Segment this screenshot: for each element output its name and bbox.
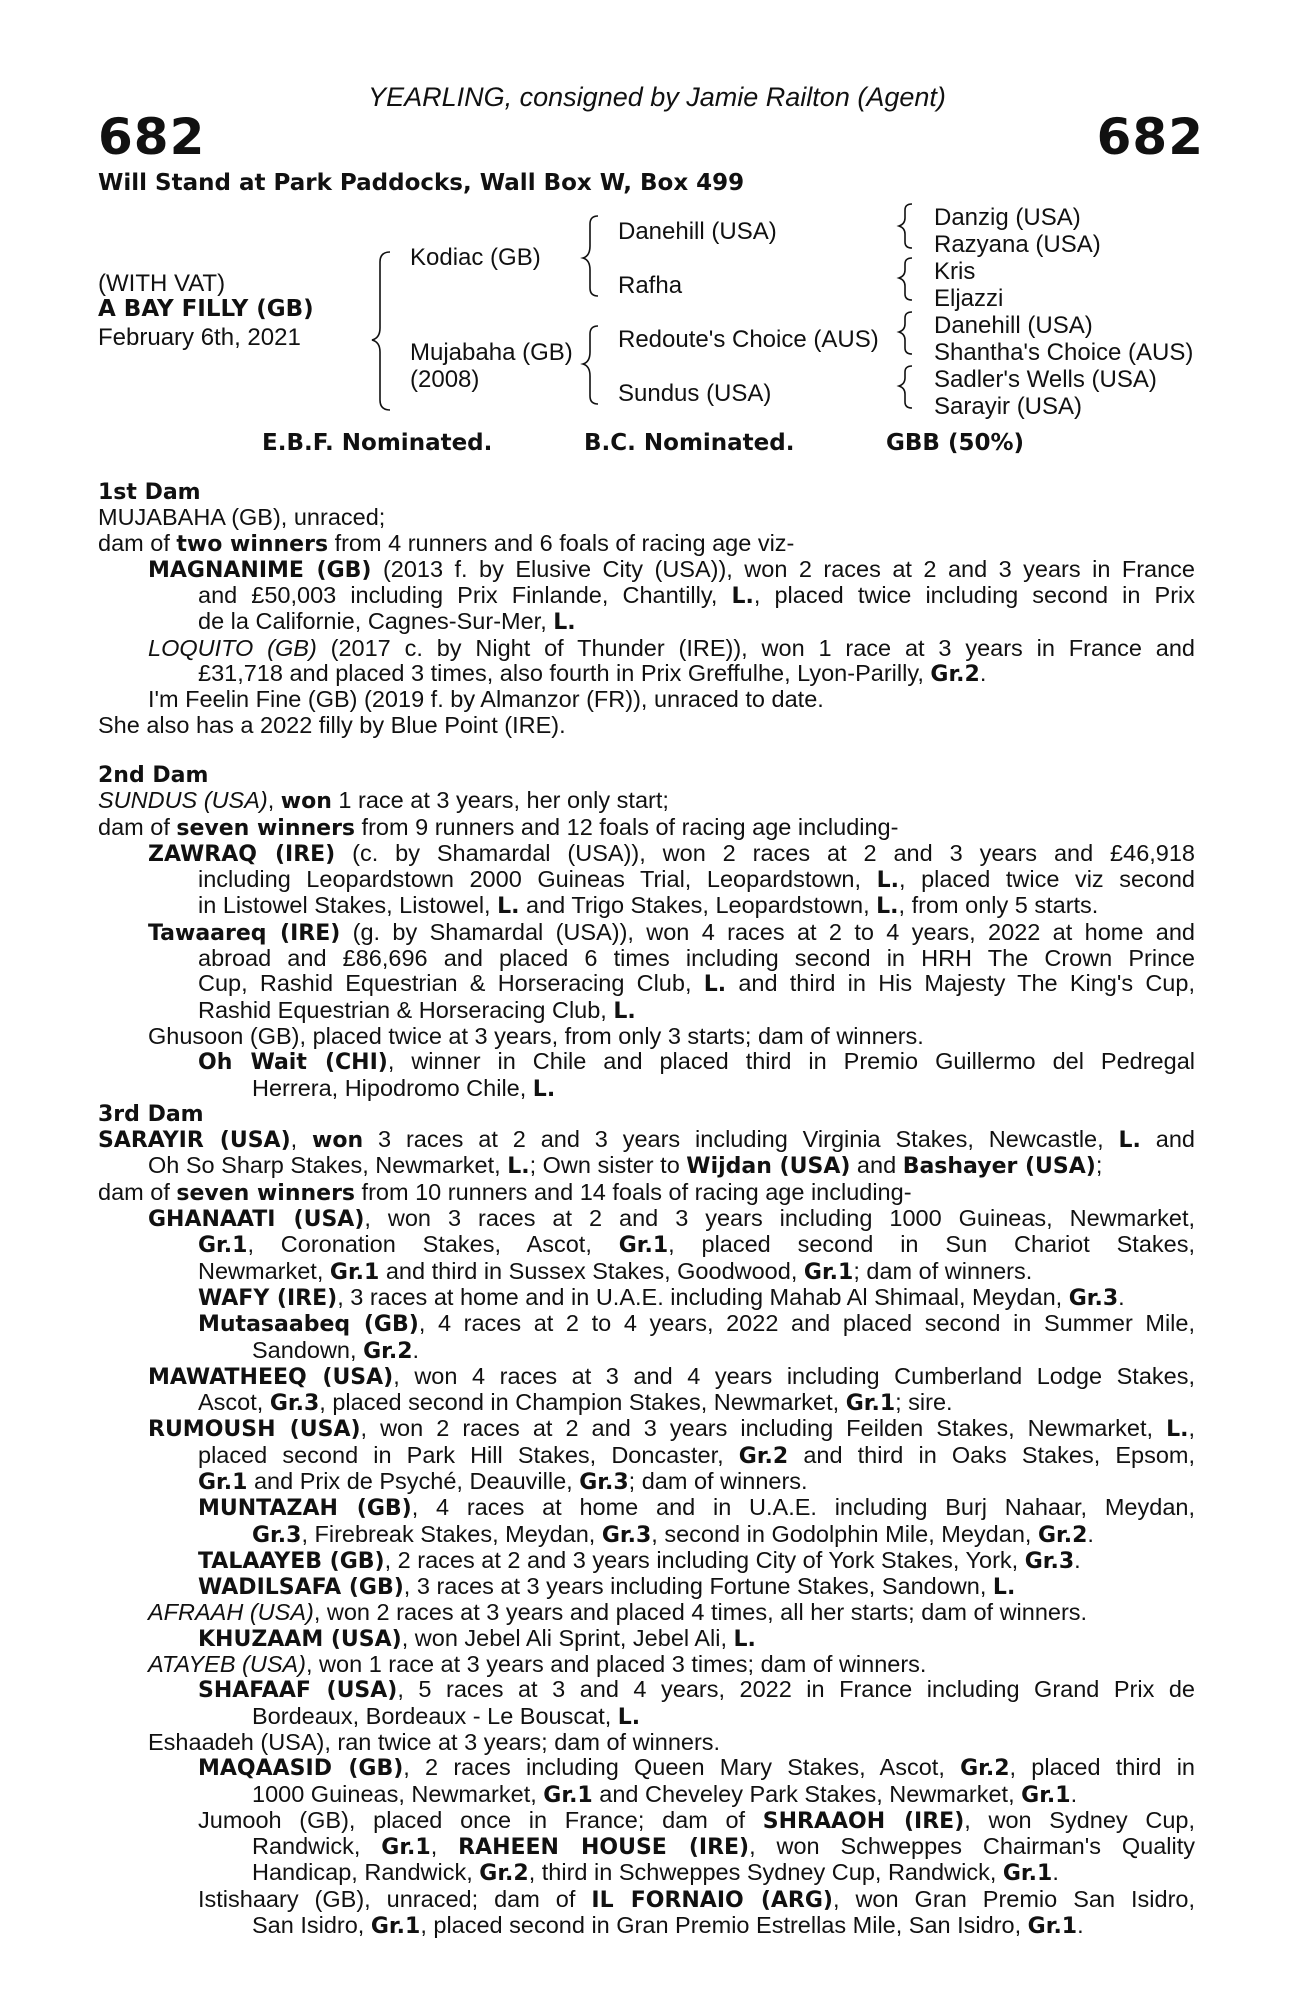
bold-run: L.	[617, 1704, 641, 1730]
text-run: .	[1052, 1859, 1059, 1886]
bold-run: L.	[733, 1626, 756, 1652]
bold-run: L.	[731, 584, 754, 610]
text-run: , winner in Chile and placed third in Premio Guillermo del Pedregal	[387, 1048, 1195, 1075]
bold-run: SHAFAAF (USA)	[198, 1678, 398, 1704]
text-run: I'm Feelin Fine (GB) (2019 f. by Almanzor (FR)), unraced to date.	[148, 686, 824, 713]
text-run: , won Jebel Ali Sprint, Jebel Ali,	[401, 1624, 734, 1651]
text-run: Randwick,	[252, 1833, 382, 1860]
catalogue-line	[98, 1548, 1195, 1574]
bold-run: won	[312, 1128, 364, 1154]
text-run: , 3 races at 3 years including Fortune Stakes, Sandown,	[403, 1573, 993, 1600]
bold-run: Gr.1	[845, 1391, 896, 1417]
text-run: , 5 races at 3 and 4 years, 2022 in France including Grand Prix de	[397, 1676, 1196, 1703]
text-run: and	[850, 1152, 903, 1179]
bold-run: L.	[1118, 1128, 1141, 1154]
bold-run: Gr.1	[198, 1233, 248, 1259]
text-run: , 4 races at home and in U.A.E. including Burj Nahaar, Meydan,	[411, 1494, 1195, 1521]
catalogue-line	[98, 505, 1195, 530]
brace-dam	[583, 326, 598, 404]
bold-run: L.	[613, 998, 636, 1024]
bold-run: SHRAAOH (IRE)	[762, 1808, 965, 1834]
bold-run: IL FORNAIO (ARG)	[591, 1887, 833, 1913]
ancestor-4: Eljazzi	[934, 285, 1004, 312]
text-run: and third in Oaks Stakes, Epsom,	[788, 1441, 1196, 1468]
text-run: .	[1077, 1912, 1084, 1939]
catalogue-line	[98, 1755, 1195, 1781]
catalogue-line	[98, 788, 1195, 814]
bold-run: L.	[1166, 1417, 1189, 1443]
text-run: and Prix de Psyché, Deauville,	[247, 1467, 580, 1494]
catalogue-line	[98, 1364, 1195, 1390]
section-heading: 3rd Dam	[98, 1101, 204, 1127]
text-run: , won Gran Premio San Isidro,	[832, 1885, 1195, 1912]
catalogue-line	[98, 1153, 1195, 1179]
bold-run: Gr.1	[370, 1914, 421, 1940]
text-run: and	[1140, 1126, 1195, 1153]
catalogue-line	[98, 867, 1195, 893]
text-run: , placed second in Gran Premio Estrellas Mile, San Isidro,	[420, 1912, 1028, 1939]
text-run: Sandown,	[252, 1336, 364, 1363]
bold-run: ZAWRAQ (IRE)	[148, 841, 336, 867]
bold-run: Gr.3	[601, 1522, 652, 1548]
gbb-note: GBB (50%)	[886, 430, 1025, 456]
bold-run: Tawaareq (IRE)	[148, 920, 341, 946]
text-run: , third in Schweppes Sydney Cup, Randwick,	[528, 1859, 1003, 1886]
catalogue-line	[98, 1443, 1195, 1469]
bold-run: WAFY (IRE)	[198, 1285, 338, 1311]
text-run: , won 4 races at 3 and 4 years including Cumberland Lodge Stakes,	[393, 1362, 1195, 1389]
bold-run: L.	[497, 894, 520, 920]
catalogue-line	[98, 1677, 1195, 1703]
bold-run: Gr.1	[1002, 1861, 1053, 1887]
text-run: ,	[1188, 1415, 1195, 1442]
bold-run: Gr.2	[363, 1338, 413, 1364]
ancestor-3: Kris	[934, 258, 976, 285]
text-run: , won 3 races at 2 and 3 years including 1000 Guineas, Newmarket,	[364, 1205, 1196, 1232]
catalogue-line	[98, 1469, 1195, 1495]
catalogue-line	[98, 971, 1195, 997]
text-run: , Coronation Stakes, Ascot,	[247, 1231, 619, 1258]
catalogue-line	[98, 1232, 1195, 1258]
text-run: 3 races at 2 and 3 years including Virginia Stakes, Newcastle,	[363, 1126, 1119, 1153]
catalogue-line	[98, 557, 1195, 583]
text-run: (2017 c. by Night of Thunder (IRE)), won 1 race at 3 years in France and	[316, 634, 1195, 661]
bold-run: Gr.1	[803, 1259, 854, 1285]
text-run: .	[1070, 1780, 1078, 1807]
stand-location: Will Stand at Park Paddocks, Wall Box W, Box 499	[98, 170, 745, 196]
text-run: ; dam of winners.	[853, 1257, 1033, 1284]
ebf-nomination: E.B.F. Nominated.	[262, 430, 493, 456]
catalogue-line	[98, 636, 1195, 661]
brace-g4	[899, 366, 912, 408]
bold-run: GHANAATI (USA)	[148, 1207, 365, 1233]
bold-run: seven winners	[176, 1180, 356, 1206]
bold-run: SARAYIR (USA)	[98, 1128, 291, 1154]
italic-run: SUNDUS (USA)	[98, 787, 268, 814]
catalogue-line	[98, 713, 1195, 738]
brace-subject	[372, 252, 390, 410]
dam-name: Mujabaha (GB)	[410, 339, 573, 366]
text-run: , 2 races including Queen Mary Stakes, Ascot,	[403, 1754, 961, 1781]
catalogue-line	[98, 1259, 1195, 1285]
text-run: .	[1074, 1546, 1081, 1573]
italic-run: AFRAAH (USA)	[148, 1599, 314, 1626]
text-run: in Listowel Stakes, Listowel,	[198, 892, 498, 919]
text-run: 1 race at 3 years, her only start;	[331, 787, 669, 814]
text-run: , won 2 races at 2 and 3 years including Feilden Stakes, Newmarket,	[360, 1415, 1167, 1442]
text-run: San Isidro,	[252, 1912, 371, 1939]
sire-name: Kodiac (GB)	[410, 244, 541, 271]
bold-run: Gr.1	[381, 1835, 431, 1861]
text-run: (c. by Shamardal (USA)), won 2 races at 2 and 3 years and £46,918	[335, 839, 1195, 866]
text-run: .	[1118, 1283, 1125, 1310]
ancestor-6: Shantha's Choice (AUS)	[934, 339, 1194, 366]
text-run: , placed second in Sun Chariot Stakes,	[668, 1231, 1195, 1258]
text-run: , placed second in Champion Stakes, Newmarket,	[319, 1389, 846, 1416]
text-run: ,	[430, 1833, 459, 1860]
catalogue-line	[98, 1049, 1195, 1075]
text-run: , placed third in	[1009, 1754, 1196, 1781]
catalogue-line	[98, 946, 1195, 971]
bold-run: Gr.1	[198, 1469, 248, 1495]
text-run: ; dam of winners.	[628, 1467, 808, 1494]
text-run: dam of	[98, 813, 177, 840]
text-run: Newmarket,	[198, 1257, 330, 1284]
text-run: ; sire.	[895, 1389, 953, 1416]
catalogue-line	[98, 1626, 1195, 1652]
catalogue-line	[98, 1887, 1195, 1913]
bold-run: Oh Wait (CHI)	[198, 1050, 388, 1076]
catalogue-line	[98, 1338, 1195, 1364]
text-run: and Cheveley Park Stakes, Newmarket,	[592, 1780, 1022, 1807]
text-run: Rashid Equestrian & Horseracing Club,	[198, 996, 614, 1023]
bold-run: Gr.2	[930, 662, 980, 688]
italic-run: ATAYEB (USA)	[148, 1651, 306, 1678]
catalogue-line	[98, 1600, 1195, 1625]
text-run: , placed twice viz second	[898, 866, 1195, 893]
text-run: dam of	[98, 1178, 177, 1205]
ancestor-7: Sadler's Wells (USA)	[934, 366, 1157, 393]
text-run: and third in Sussex Stakes, Goodwood,	[379, 1257, 804, 1284]
text-run: , 3 races at home and in U.A.E. including Mahab Al Shimaal, Meydan,	[337, 1283, 1069, 1310]
section-heading: 1st Dam	[98, 480, 201, 505]
section-gap	[98, 738, 1195, 763]
catalogue-line	[98, 1730, 1195, 1755]
text-run: Cup, Rashid Equestrian & Horseracing Club,	[198, 970, 704, 997]
text-run: , placed twice including second in Prix	[753, 582, 1195, 609]
brace-sire	[583, 216, 598, 296]
ancestor-1: Danzig (USA)	[934, 204, 1081, 231]
vat-note: (WITH VAT)	[98, 270, 226, 297]
text-run: , won 2 races at 3 years and placed 4 times, all her starts; dam of winners.	[313, 1599, 1088, 1626]
dam-year: (2008)	[410, 366, 480, 393]
text-run: and third in His Majesty The King's Cup,	[726, 970, 1195, 997]
catalogue-line	[98, 815, 1195, 841]
text-run: ; Own sister to	[529, 1152, 687, 1179]
text-run: dam of	[98, 529, 177, 556]
brace-g2	[899, 258, 912, 300]
bold-run: Gr.2	[738, 1443, 789, 1469]
catalogue-line	[98, 661, 1195, 687]
bold-run: two winners	[176, 531, 329, 557]
text-run: Herrera, Hipodromo Chile,	[252, 1074, 533, 1101]
bold-run: won	[280, 789, 332, 815]
ancestor-2: Razyana (USA)	[934, 231, 1101, 258]
brace-g1	[899, 204, 912, 248]
catalogue-body	[98, 480, 1195, 1939]
bold-run: RUMOUSH (USA)	[148, 1417, 361, 1443]
bold-run: Gr.1	[1027, 1914, 1078, 1940]
text-run: from 4 runners and 6 foals of racing age viz-	[328, 529, 795, 556]
text-run: including Leopardstown 2000 Guineas Trial, Leopardstown,	[198, 866, 877, 893]
bold-run: Gr.1	[543, 1782, 593, 1808]
text-run: abroad and £86,696 and placed 6 times including second in HRH The Crown Prince	[198, 945, 1195, 972]
bold-run: Gr.1	[1021, 1782, 1071, 1808]
catalogue-line	[98, 841, 1195, 867]
catalogue-line	[98, 1076, 1195, 1102]
text-run: ,	[267, 787, 281, 814]
catalogue-line	[98, 609, 1195, 635]
catalogue-line	[98, 1704, 1195, 1730]
text-run: She also has a 2022 filly by Blue Point (IRE).	[98, 711, 566, 738]
bold-run: WADILSAFA (GB)	[198, 1575, 404, 1601]
text-run: and £50,003 including Prix Finlande, Chantilly,	[198, 582, 732, 609]
catalogue-line	[98, 1834, 1195, 1860]
bold-run: L.	[876, 894, 899, 920]
catalogue-line	[98, 1652, 1195, 1677]
text-run: , Firebreak Stakes, Meydan,	[301, 1520, 602, 1547]
bold-run: Gr.3	[1068, 1285, 1119, 1311]
catalogue-line	[98, 893, 1195, 919]
text-run: , won 1 race at 3 years and placed 3 times; dam of winners.	[306, 1651, 927, 1678]
foaling-date: February 6th, 2021	[98, 324, 301, 351]
bold-run: MAQAASID (GB)	[198, 1756, 404, 1782]
bold-run: L.	[553, 610, 576, 636]
bold-run: Gr.1	[329, 1259, 380, 1285]
bc-nomination: B.C. Nominated.	[584, 430, 795, 456]
bold-run: Gr.3	[252, 1522, 302, 1548]
catalogue-line	[98, 1808, 1195, 1834]
catalogue-line	[98, 583, 1195, 609]
text-run: Handicap, Randwick,	[252, 1859, 480, 1886]
bold-run: L.	[703, 972, 727, 998]
text-run: Jumooh (GB), placed once in France; dam of	[198, 1806, 763, 1833]
bold-run: Wijdan (USA)	[686, 1154, 851, 1180]
dam-dam-name: Sundus (USA)	[618, 380, 772, 407]
catalogue-line	[98, 687, 1195, 712]
ancestor-8: Sarayir (USA)	[934, 393, 1083, 420]
catalogue-line	[98, 1180, 1195, 1206]
bold-run: KHUZAAM (USA)	[198, 1626, 402, 1652]
text-run: .	[979, 660, 987, 687]
text-run: £31,718 and placed 3 times, also fourth in Prix Greffulhe, Lyon-Parilly,	[198, 660, 931, 687]
bold-run: seven winners	[176, 815, 356, 841]
bold-run: TALAAYEB (GB)	[198, 1548, 385, 1574]
text-run: MUJABAHA (GB), unraced;	[98, 504, 386, 531]
bold-run: Gr.3	[579, 1469, 629, 1495]
text-run: from 10 runners and 14 foals of racing age including-	[355, 1178, 912, 1205]
catalogue-line	[98, 1495, 1195, 1521]
text-run: , from only 5 starts.	[898, 892, 1099, 919]
bold-run: Gr.2	[960, 1756, 1010, 1782]
bold-run: Gr.2	[1037, 1522, 1088, 1548]
text-run: Bordeaux, Bordeaux - Le Bouscat,	[252, 1702, 618, 1729]
italic-run: LOQUITO (GB)	[148, 634, 317, 661]
text-run: (g. by Shamardal (USA)), won 4 races at 2 to 4 years, 2022 at home and	[340, 918, 1195, 945]
text-run: , won Sydney Cup,	[964, 1806, 1196, 1833]
bold-run: L.	[876, 868, 899, 894]
bold-run: Gr.3	[1024, 1548, 1075, 1574]
bold-run: L.	[992, 1575, 1016, 1601]
catalogue-line	[98, 1522, 1195, 1548]
bold-run: Gr.2	[479, 1861, 529, 1887]
text-run: from 9 runners and 12 foals of racing age including-	[355, 813, 899, 840]
catalogue-line	[98, 1127, 1195, 1153]
catalogue-line	[98, 1574, 1195, 1600]
text-run: Eshaadeh (USA), ran twice at 3 years; dam of winners.	[148, 1728, 721, 1755]
catalogue-line	[98, 1860, 1195, 1886]
text-run: and Trigo Stakes, Leopardstown,	[519, 892, 877, 919]
text-run: , won Schweppes Chairman's Quality	[749, 1833, 1195, 1860]
catalogue-line	[98, 531, 1195, 557]
bold-run: MAGNANIME (GB)	[148, 557, 372, 583]
text-run: ,	[290, 1126, 313, 1153]
text-run: , second in Godolphin Mile, Meydan,	[651, 1520, 1038, 1547]
text-run: placed second in Park Hill Stakes, Doncaster,	[198, 1441, 739, 1468]
bold-run: L.	[507, 1154, 530, 1180]
catalogue-line	[98, 1206, 1195, 1232]
bold-run: MUNTAZAH (GB)	[198, 1496, 412, 1522]
text-run: Oh So Sharp Stakes, Newmarket,	[148, 1152, 508, 1179]
text-run: , 4 races at 2 to 4 years, 2022 and placed second in Summer Mile,	[418, 1310, 1196, 1337]
bold-run: Gr.1	[618, 1233, 669, 1259]
bold-run: RAHEEN HOUSE (IRE)	[458, 1835, 750, 1861]
text-run: de la Californie, Cagnes-Sur-Mer,	[198, 608, 554, 635]
catalogue-line	[98, 1311, 1195, 1337]
lot-number-left: 682	[98, 108, 206, 166]
bold-run: Bashayer (USA)	[902, 1154, 1096, 1180]
lot-number-right: 682	[1096, 108, 1204, 166]
text-run: .	[412, 1336, 420, 1363]
text-run: ;	[1095, 1152, 1103, 1179]
catalogue-line	[98, 1024, 1195, 1049]
bold-run: Gr.3	[269, 1391, 320, 1417]
catalogue-line	[98, 1782, 1195, 1808]
catalogue-line	[98, 920, 1195, 946]
bold-run: L.	[532, 1076, 556, 1102]
text-run: Ghusoon (GB), placed twice at 3 years, from only 3 starts; dam of winners.	[148, 1022, 924, 1049]
text-run: (2013 f. by Elusive City (USA)), won 2 races at 2 and 3 years in France	[371, 555, 1195, 582]
ancestor-5: Danehill (USA)	[934, 312, 1093, 339]
lot-subject-name: A BAY FILLY (GB)	[98, 296, 314, 322]
bold-run: MAWATHEEQ (USA)	[148, 1364, 394, 1390]
text-run: 1000 Guineas, Newmarket,	[252, 1780, 544, 1807]
text-run: .	[1087, 1520, 1094, 1547]
sire-sire-name: Danehill (USA)	[618, 218, 777, 245]
section-heading: 2nd Dam	[98, 762, 209, 788]
bold-run: Mutasaabeq (GB)	[198, 1312, 419, 1338]
text-run: Istishaary (GB), unraced; dam of	[198, 1885, 592, 1912]
catalogue-line	[98, 1416, 1195, 1442]
consignment-line: YEARLING, consigned by Jamie Railton (Agent)	[368, 82, 946, 112]
dam-sire-name: Redoute's Choice (AUS)	[618, 326, 879, 353]
catalogue-line	[98, 1285, 1195, 1311]
sire-dam-name: Rafha	[618, 272, 683, 299]
catalogue-line	[98, 1390, 1195, 1416]
brace-g3	[899, 312, 912, 354]
text-run: Ascot,	[198, 1389, 270, 1416]
catalogue-line	[98, 998, 1195, 1024]
text-run: , 2 races at 2 and 3 years including City of York Stakes, York,	[384, 1546, 1025, 1573]
catalogue-line	[98, 1913, 1195, 1939]
